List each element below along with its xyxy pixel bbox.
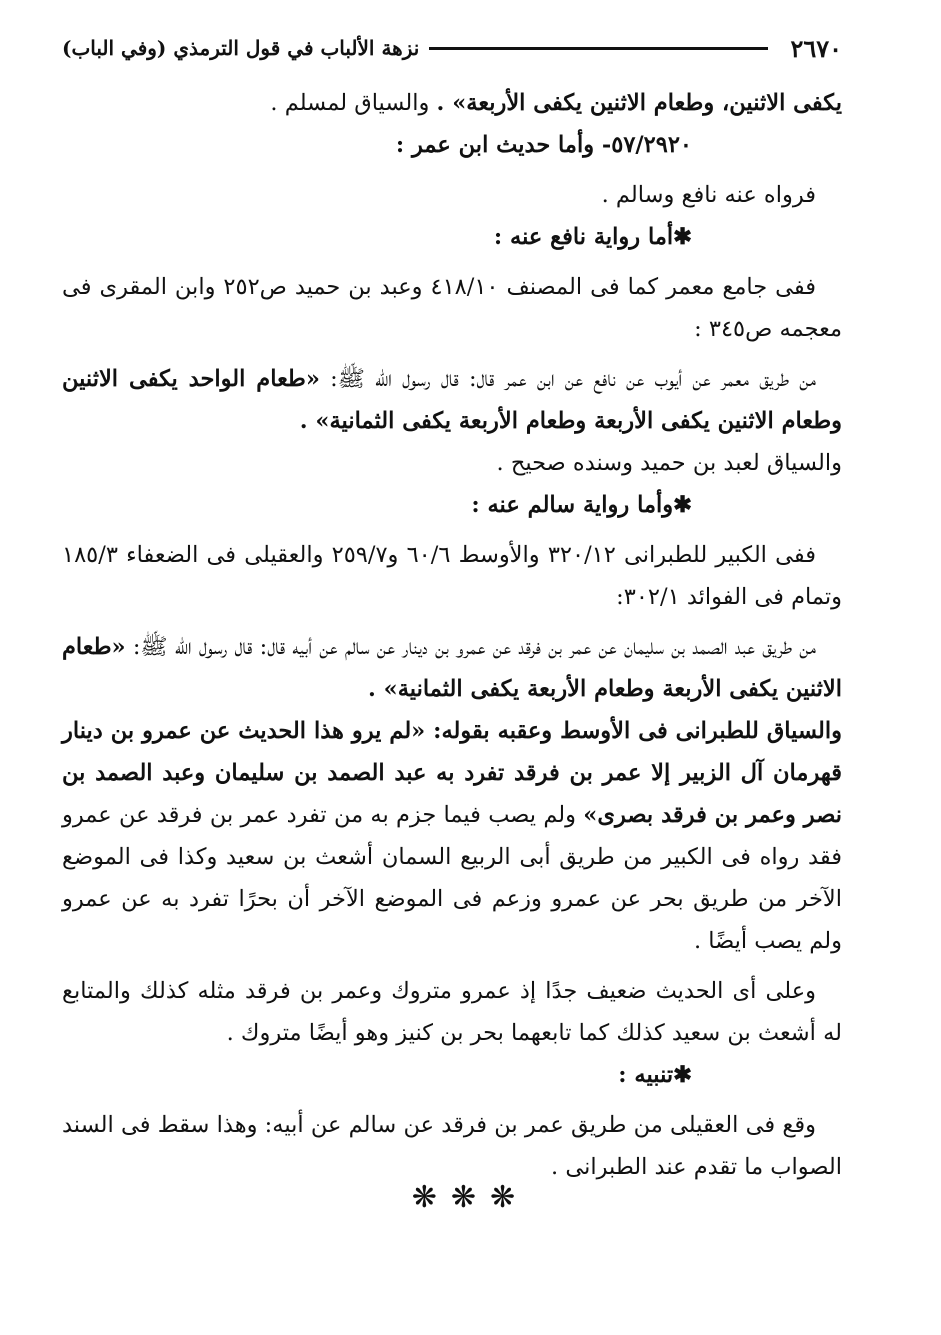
running-title: نزهة الألباب في قول الترمذي (وفي الباب) [62, 36, 420, 60]
section-heading-nafi: ✱ أما رواية نافع عنه : [62, 216, 842, 258]
paragraph-salim-chain [62, 626, 842, 710]
paragraph-text: والسياق لمسلم . [270, 90, 437, 116]
paragraph-continuation [62, 82, 842, 124]
section-heading-note: ✱ تنبيه : [62, 1054, 842, 1096]
paragraph-text: ولم يصب فيما جزم به من تفرد عمر بن فرقد عن عمرو فقد رواه فى الكبير من طريق أبى الربيع السمان أشعث بن سعيد وكذا فى الموضع الآخر من طريق بحر عن عمرو وزعم فى الموضع الآخر أن بحرًا تفرد به عن عمرو ولم يصب أيضًا . [62, 802, 842, 954]
paragraph-nafi-sources: ففى جامع معمر كما فى المصنف ٤١٨/١٠ وعبد بن حميد ص٢٥٢ وابن المقرى فى معجمه ص٣٤٥ : [62, 274, 842, 342]
isnad-text: من طريق معمر عن أيوب عن نافع عن ابن عمر قال: قال رسول الله ﷺ: [319, 366, 817, 392]
header-rule [429, 47, 768, 50]
hadith-text: «طعام الواحد يكفى الاثنين وطعام الاثنين يكفى الأربعة وطعام الأربعة يكفى الثمانية» . [62, 366, 842, 434]
quoted-comment: والسياق للطبرانى فى الأوسط وعقبه بقوله: «لم يرو هذا الحديث عن عمرو بن دينار قهرمان آل الزبير إلا عمر بن فرقد تفرد به عبد الصمد بن سليمان وعبد الصمد بن نصر وعمر بن فرقد بصرى» [62, 718, 842, 828]
paragraph-nafi-chain [62, 358, 842, 442]
hadith-text: يكفى الاثنين، وطعام الاثنين يكفى الأربعة» . [436, 90, 842, 116]
section-heading-salim: ✱ وأما رواية سالم عنه : [62, 484, 842, 526]
paragraph-salim-sources: ففى الكبير للطبرانى ٣٢٠/١٢ والأوسط ٦٠/٦ و٢٥٩/٧ والعقيلى فى الضعفاء ١٨٥/٣ وتمام فى الفوائد ٣٠٢/١: [62, 542, 842, 610]
paragraph-verdict: وعلى أى الحديث ضعيف جدًا إذ عمرو متروك وعمر بن فرقد مثله كذلك والمتابع له أشعث بن سعيد كذلك كما تابعهما بحر بن كنيز وهو أيضًا متروك . [62, 978, 842, 1046]
paragraph-note: وقع فى العقيلى من طريق عمر بن فرقد عن سالم عن أبيه: وهذا سقط فى السند الصواب ما تقدم عند الطبرانى . [62, 1112, 842, 1180]
hadith-text: «طعام الاثنين يكفى الأربعة وطعام الأربعة يكفى الثمانية» . [62, 634, 842, 702]
paragraph-nafi-note: والسياق لعبد بن حميد وسنده صحيح . [496, 450, 842, 476]
section-end-ornament: ❋❋❋ [411, 1180, 530, 1215]
section-heading-ibn-umar: ٥٧/٢٩٢٠- وأما حديث ابن عمر : [395, 132, 692, 158]
paragraph-salim-comment [62, 710, 842, 962]
page-number: ٢٦٧٠ [790, 33, 842, 63]
paragraph-narrators: فرواه عنه نافع وسالم . [601, 182, 816, 208]
page-header [62, 28, 842, 68]
page-body [62, 82, 842, 1188]
isnad-text: من طريق عبد الصمد بن سليمان عن عمر بن فرقد عن عمرو بن دينار عن سالم عن أبيه قال: قال رسول الله ﷺ: [125, 634, 816, 660]
